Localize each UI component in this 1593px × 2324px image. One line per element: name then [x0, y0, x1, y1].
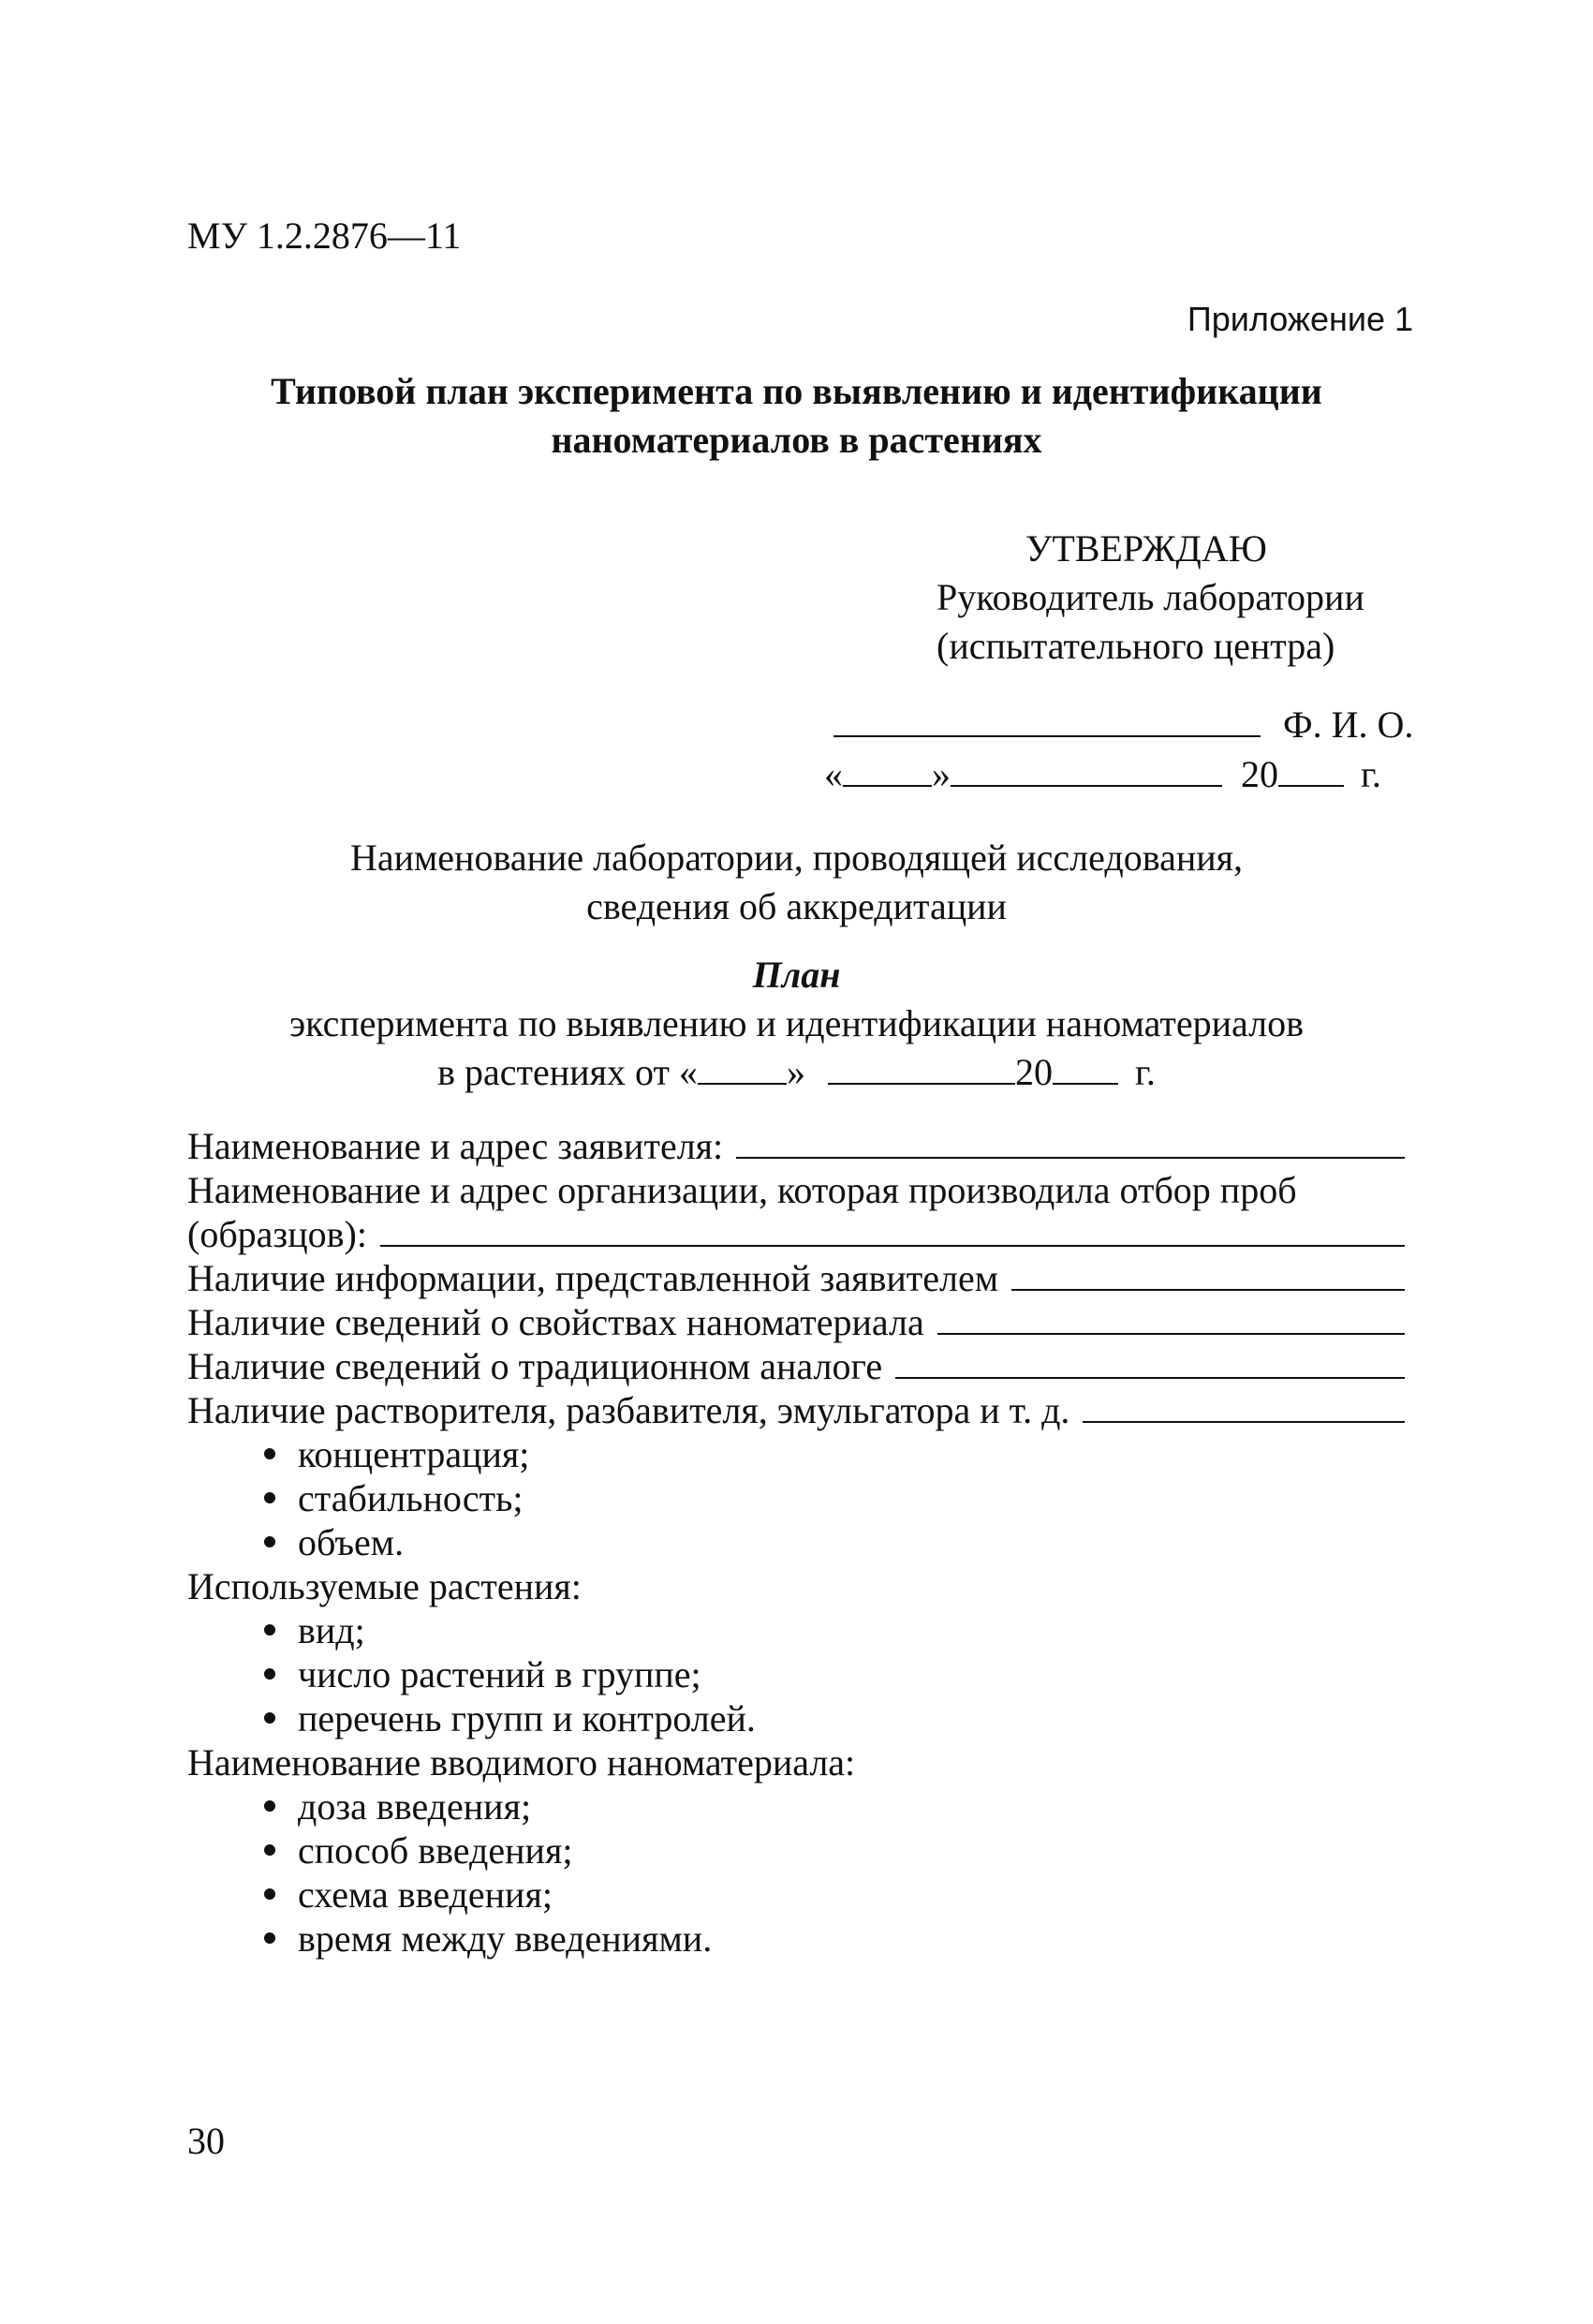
list-item: доза введения;: [264, 1784, 1405, 1828]
plan-day-blank: [698, 1082, 787, 1085]
approval-block: [937, 525, 1423, 671]
page-number: 30: [187, 2120, 225, 2162]
list-item: перечень групп и контролей.: [264, 1696, 1405, 1740]
applicant-info-field: [187, 1256, 1405, 1300]
bullet-icon: [264, 1800, 275, 1812]
year-blank: [1278, 784, 1344, 787]
plan-line-1: эксперимента по выявлению и идентификации наноматериалов: [289, 1002, 1304, 1044]
list-item: концентрация;: [264, 1432, 1405, 1476]
bullet-icon: [264, 1668, 275, 1680]
quote-open: «: [824, 753, 843, 795]
quote-close: »: [932, 753, 951, 795]
list-item: вид;: [264, 1608, 1405, 1652]
plan-year-suffix: г.: [1134, 1051, 1156, 1093]
list-item: схема введения;: [264, 1873, 1405, 1917]
bullet-icon: [264, 1888, 275, 1900]
samples-field: [187, 1212, 1405, 1256]
nano-list: [187, 1784, 1405, 1961]
month-blank: [951, 784, 1222, 787]
samples-label: (образцов):: [187, 1213, 367, 1255]
samples-blank: [380, 1244, 1405, 1247]
signature-blank: [833, 734, 1261, 737]
bullet-icon: [264, 1492, 275, 1503]
appendix-label: Приложение 1: [1187, 300, 1413, 338]
approval-date-row: [824, 752, 1381, 796]
signature-fio-row: [833, 703, 1413, 747]
bullet-icon: [264, 1624, 275, 1636]
list-item: способ введения;: [264, 1828, 1405, 1873]
lab-info-line-2: сведения об аккредитации: [586, 885, 1007, 927]
list-item: стабильность;: [264, 1476, 1405, 1520]
solvent-blank: [1083, 1420, 1405, 1423]
applicant-label: Наименование и адрес заявителя:: [187, 1125, 724, 1167]
plan-year-blank: [1053, 1082, 1118, 1085]
lab-info: [187, 834, 1406, 931]
bullet-icon: [264, 1932, 275, 1944]
title-line-1: Типовой план эксперимента по выявлению и идентификации: [271, 370, 1322, 412]
year-prefix: 20: [1241, 753, 1278, 795]
applicant-blank: [736, 1156, 1405, 1159]
solvent-label: Наличие растворителя, разбавителя, эмульгатора и т. д.: [187, 1389, 1070, 1431]
nano-heading: Наименование вводимого наноматериала:: [187, 1741, 856, 1784]
solvent-list: [187, 1432, 1405, 1564]
list-item: время между введениями.: [264, 1917, 1405, 1961]
plan-date-prefix: в растениях от «: [437, 1051, 698, 1093]
approval-line-1: Руководитель лаборатории: [937, 576, 1364, 618]
sampling-org-label: Наименование и адрес организации, которая производила отбор проб: [187, 1169, 1297, 1211]
sampling-org-field: [187, 1168, 1405, 1212]
day-blank: [843, 784, 932, 787]
lab-info-line-1: Наименование лаборатории, проводящей исследования,: [349, 836, 1244, 879]
plan-fields: [187, 1124, 1405, 1961]
applicant-info-blank: [1011, 1288, 1405, 1291]
plan-year-prefix: 20: [1014, 1051, 1053, 1093]
nano-props-label: Наличие сведений о свойствах наноматериала: [187, 1301, 924, 1343]
document-code: МУ 1.2.2876—11: [187, 215, 462, 257]
document-title: [187, 367, 1406, 465]
plants-heading: Используемые растения:: [187, 1565, 582, 1607]
traditional-analog-blank: [895, 1376, 1405, 1379]
nano-props-blank: [937, 1332, 1405, 1335]
traditional-analog-label: Наличие сведений о традиционном аналоге: [187, 1345, 883, 1387]
traditional-analog-field: [187, 1344, 1405, 1388]
fio-label: Ф. И. О.: [1283, 703, 1414, 746]
plan-title: План: [752, 954, 841, 996]
bullet-icon: [264, 1712, 275, 1724]
plan-month-blank: [828, 1082, 1015, 1085]
nano-props-field: [187, 1300, 1405, 1344]
plan-heading-block: [187, 951, 1406, 1097]
list-item: число растений в группе;: [264, 1652, 1405, 1696]
list-item: объем.: [264, 1520, 1405, 1564]
plants-list: [187, 1608, 1405, 1740]
title-line-2: наноматериалов в растениях: [551, 419, 1042, 461]
plan-line-2: [187, 1048, 1406, 1097]
bullet-icon: [264, 1448, 275, 1459]
bullet-icon: [264, 1844, 275, 1856]
applicant-info-label: Наличие информации, представленной заявителем: [187, 1257, 999, 1299]
plan-quote-close: »: [786, 1051, 805, 1093]
bullet-icon: [264, 1536, 275, 1547]
applicant-field: [187, 1124, 1405, 1168]
year-suffix: г.: [1361, 753, 1381, 795]
solvent-field: [187, 1388, 1405, 1432]
approval-line-2: (испытательного центра): [937, 625, 1335, 667]
approval-heading: УТВЕРЖДАЮ: [1025, 527, 1267, 570]
